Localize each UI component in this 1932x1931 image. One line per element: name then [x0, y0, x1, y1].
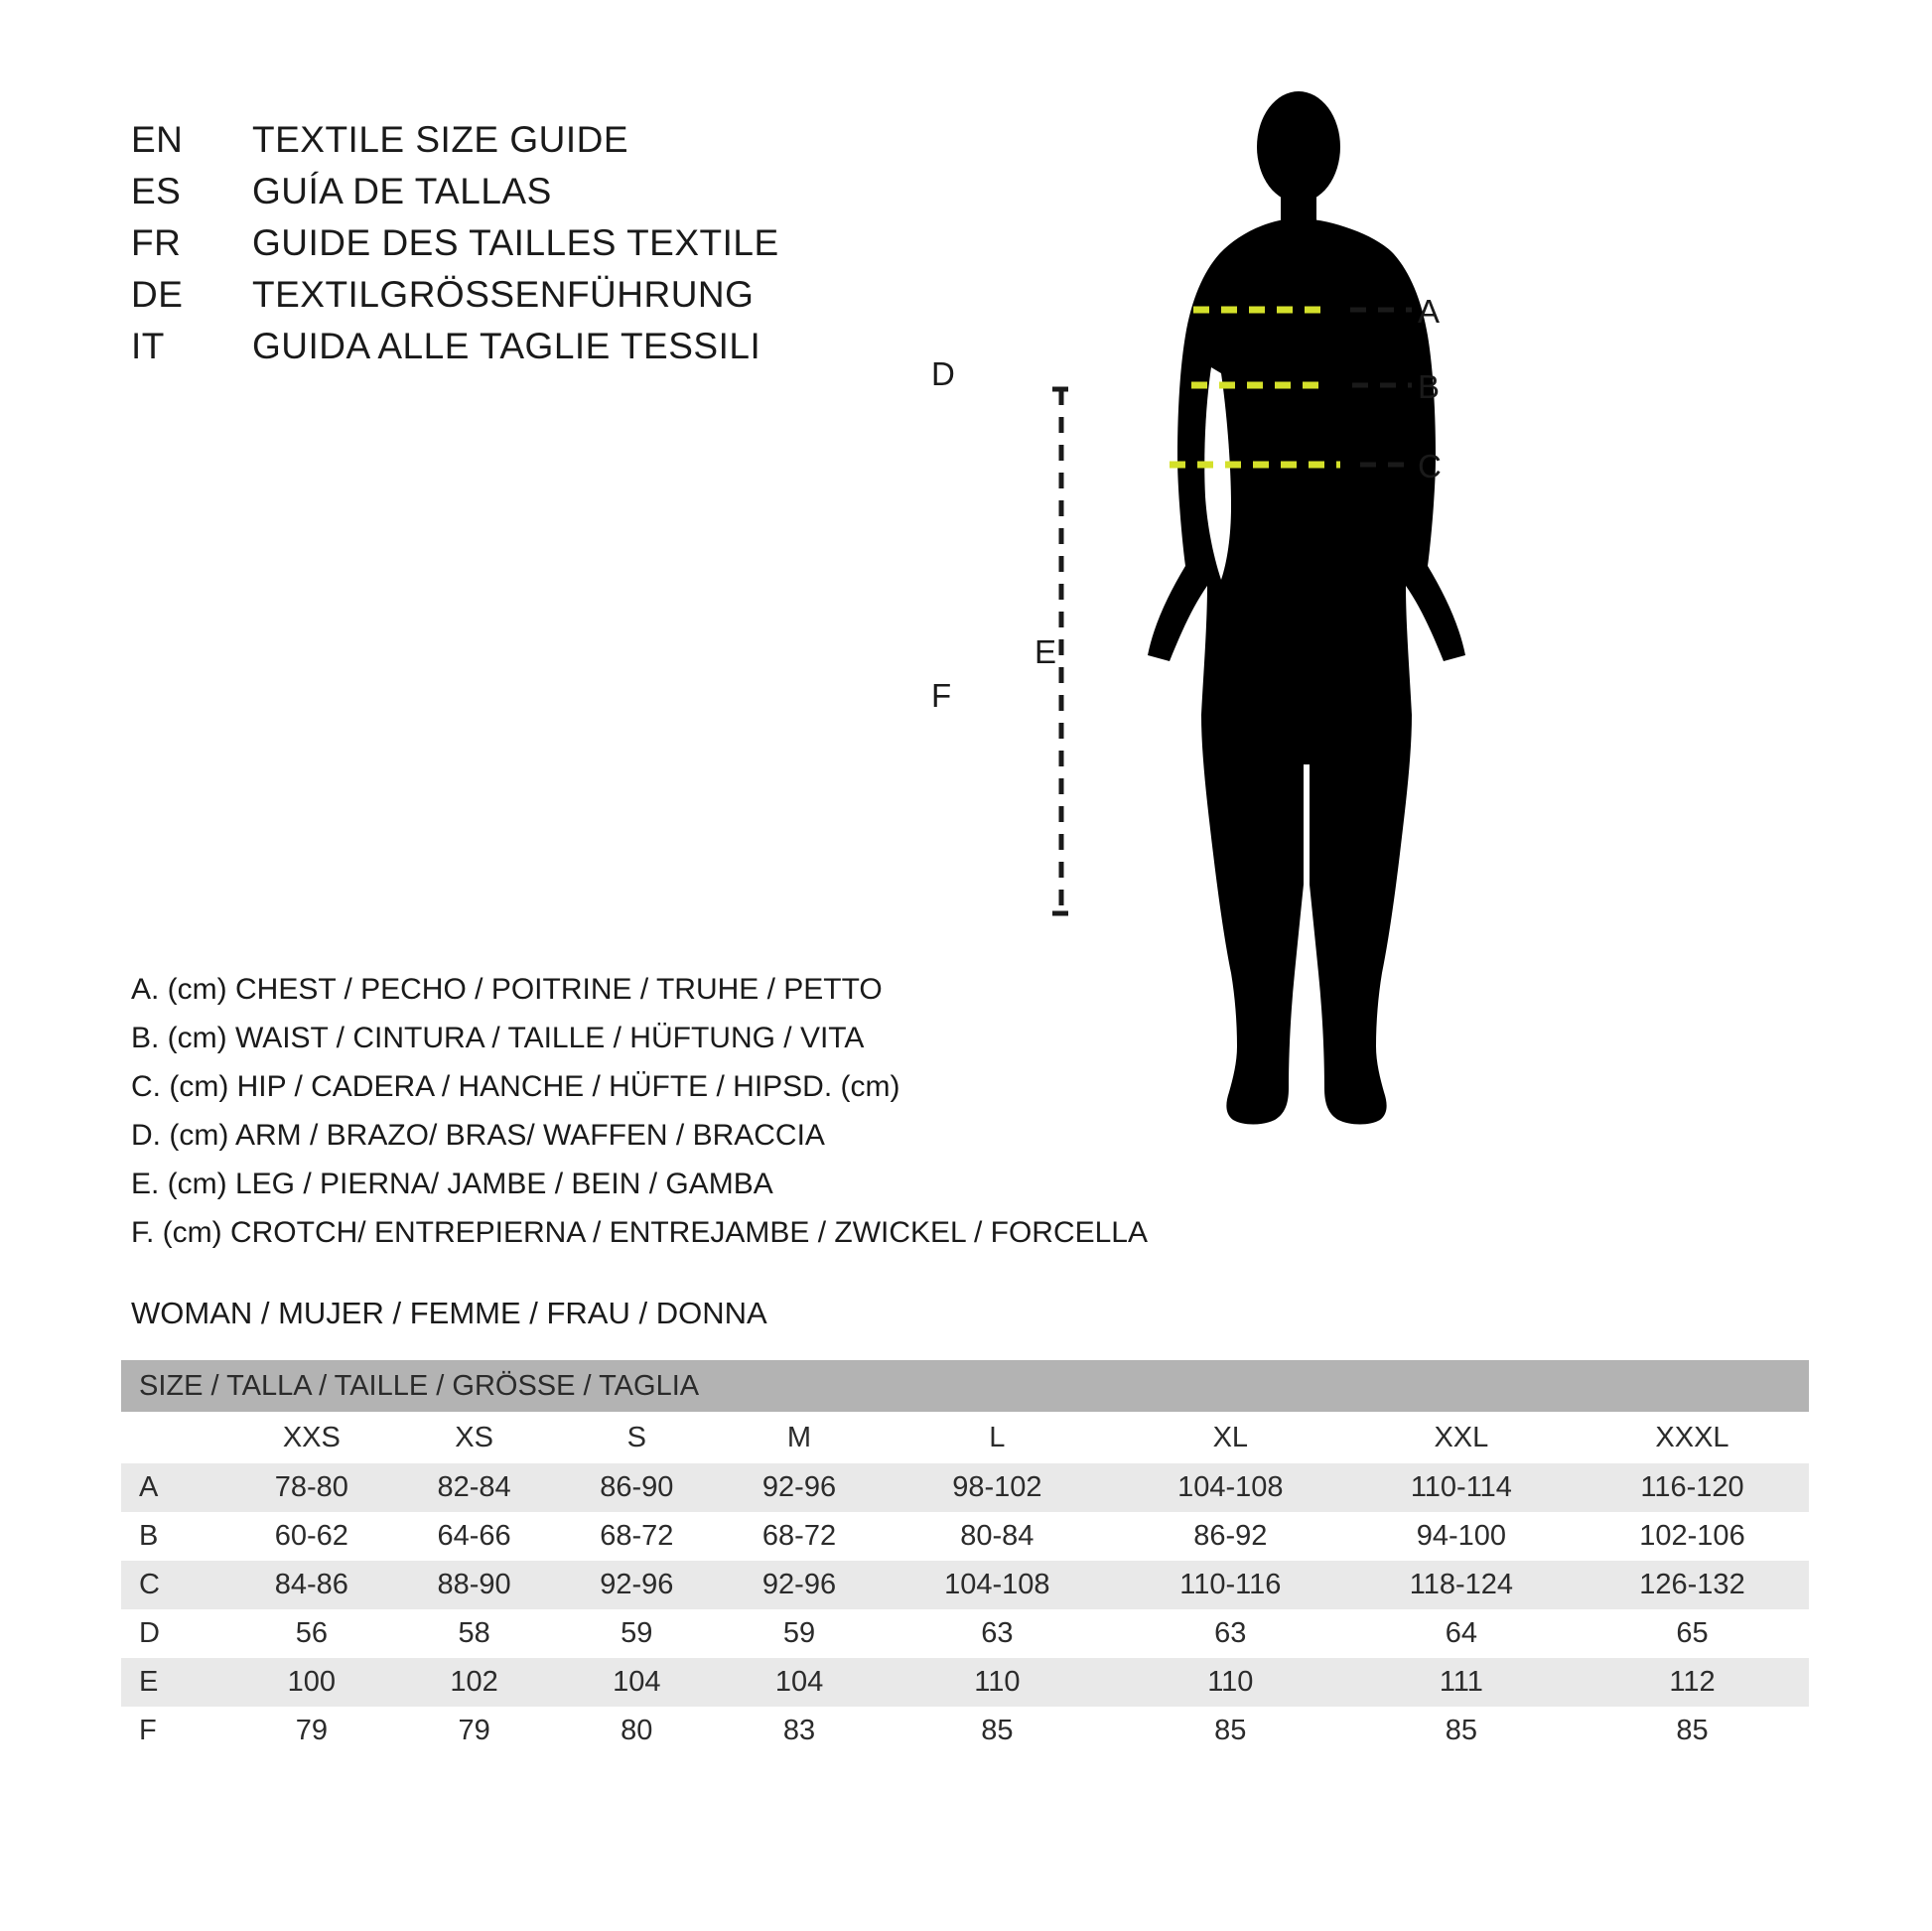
cell-b-s: 68-72 [555, 1512, 718, 1561]
title-text-es: GUÍA DE TALLAS [252, 171, 552, 211]
table-band-label: SIZE / TALLA / TAILLE / GRÖSSE / TAGLIA [121, 1360, 1809, 1412]
cell-a-xl: 104-108 [1114, 1463, 1347, 1512]
cell-d-s: 59 [555, 1609, 718, 1658]
title-block [131, 119, 779, 377]
marker-label-f: F [931, 677, 952, 714]
col-head-xxxl: XXXL [1576, 1412, 1809, 1463]
col-head-blank [121, 1412, 230, 1463]
cell-e-xxl: 111 [1347, 1658, 1576, 1707]
row-label-f: F [121, 1707, 230, 1755]
cell-f-xl: 85 [1114, 1707, 1347, 1755]
col-head-xxs: XXS [230, 1412, 393, 1463]
marker-label-d: D [931, 355, 955, 392]
legend-line-e: E. (cm) LEG / PIERNA/ JAMBE / BEIN / GAMBA [131, 1168, 773, 1200]
table-row [121, 1609, 1809, 1658]
row-label-c: C [121, 1561, 230, 1609]
row-label-e: E [121, 1658, 230, 1707]
cell-e-s: 104 [555, 1658, 718, 1707]
title-row [131, 274, 779, 326]
col-head-m: M [718, 1412, 881, 1463]
row-label-d: D [121, 1609, 230, 1658]
cell-c-xxs: 84-86 [230, 1561, 393, 1609]
row-label-a: A [121, 1463, 230, 1512]
col-head-s: S [555, 1412, 718, 1463]
cell-b-xs: 64-66 [393, 1512, 556, 1561]
cell-e-l: 110 [881, 1658, 1114, 1707]
cell-f-xs: 79 [393, 1707, 556, 1755]
cell-a-xxl: 110-114 [1347, 1463, 1576, 1512]
cell-e-xs: 102 [393, 1658, 556, 1707]
table-row [121, 1707, 1809, 1755]
title-text-de: TEXTILGRÖSSENFÜHRUNG [252, 274, 755, 315]
marker-label-c: C [1418, 448, 1442, 484]
marker-label-a: A [1418, 293, 1441, 330]
table-row [121, 1512, 1809, 1561]
cell-c-xxl: 118-124 [1347, 1561, 1576, 1609]
cell-b-xxl: 94-100 [1347, 1512, 1576, 1561]
cell-b-m: 68-72 [718, 1512, 881, 1561]
row-label-b: B [121, 1512, 230, 1561]
cell-c-xxxl: 126-132 [1576, 1561, 1809, 1609]
cell-b-xxs: 60-62 [230, 1512, 393, 1561]
cell-c-l: 104-108 [881, 1561, 1114, 1609]
cell-a-xxxl: 116-120 [1576, 1463, 1809, 1512]
cell-d-m: 59 [718, 1609, 881, 1658]
title-lang-es: ES [131, 171, 182, 211]
silhouette-diagram-svg [1042, 69, 1866, 1191]
cell-f-s: 80 [555, 1707, 718, 1755]
cell-f-xxxl: 85 [1576, 1707, 1809, 1755]
legend-line-f: F. (cm) CROTCH/ ENTREPIERNA / ENTREJAMBE / ZWICKEL / FORCELLA [131, 1216, 1148, 1249]
cell-c-s: 92-96 [555, 1561, 718, 1609]
legend-line-c: C. (cm) HIP / CADERA / HANCHE / HÜFTE / HIPSD. (cm) [131, 1070, 900, 1103]
table-band-row [121, 1360, 1809, 1412]
title-row [131, 119, 779, 171]
col-head-xl: XL [1114, 1412, 1347, 1463]
title-lang-de: DE [131, 274, 184, 315]
cell-f-xxl: 85 [1347, 1707, 1576, 1755]
marker-label-e: E [1035, 633, 1057, 670]
cell-e-m: 104 [718, 1658, 881, 1707]
title-text-en: TEXTILE SIZE GUIDE [252, 119, 629, 160]
cell-d-xl: 63 [1114, 1609, 1347, 1658]
title-lang-fr: FR [131, 222, 182, 263]
cell-d-xxxl: 65 [1576, 1609, 1809, 1658]
cell-d-xxs: 56 [230, 1609, 393, 1658]
cell-c-xs: 88-90 [393, 1561, 556, 1609]
cell-a-l: 98-102 [881, 1463, 1114, 1512]
marker-label-b: B [1418, 368, 1441, 405]
cell-c-m: 92-96 [718, 1561, 881, 1609]
size-table [121, 1360, 1809, 1755]
table-row [121, 1463, 1809, 1512]
cell-a-m: 92-96 [718, 1463, 881, 1512]
cell-d-xxl: 64 [1347, 1609, 1576, 1658]
cell-b-xl: 86-92 [1114, 1512, 1347, 1561]
cell-f-l: 85 [881, 1707, 1114, 1755]
cell-f-m: 83 [718, 1707, 881, 1755]
title-lang-en: EN [131, 119, 184, 160]
legend-line-b: B. (cm) WAIST / CINTURA / TAILLE / HÜFTUNG / VITA [131, 1022, 865, 1054]
col-head-l: L [881, 1412, 1114, 1463]
cell-a-xxs: 78-80 [230, 1463, 393, 1512]
cell-e-xxxl: 112 [1576, 1658, 1809, 1707]
title-text-fr: GUIDE DES TAILLES TEXTILE [252, 222, 779, 263]
cell-a-xs: 82-84 [393, 1463, 556, 1512]
title-row [131, 326, 779, 377]
title-text-it: GUIDA ALLE TAGLIE TESSILI [252, 326, 761, 366]
title-row [131, 171, 779, 222]
legend-block [131, 965, 1148, 1257]
col-head-xxl: XXL [1347, 1412, 1576, 1463]
cell-f-xxs: 79 [230, 1707, 393, 1755]
legend-line-a: A. (cm) CHEST / PECHO / POITRINE / TRUHE / PETTO [131, 973, 883, 1006]
category-label: WOMAN / MUJER / FEMME / FRAU / DONNA [131, 1296, 767, 1330]
table-header-row [121, 1412, 1809, 1463]
legend-line-d: D. (cm) ARM / BRAZO/ BRAS/ WAFFEN / BRACCIA [131, 1119, 825, 1152]
table-row [121, 1561, 1809, 1609]
cell-e-xxs: 100 [230, 1658, 393, 1707]
cell-a-s: 86-90 [555, 1463, 718, 1512]
col-head-xs: XS [393, 1412, 556, 1463]
measurement-diagram [931, 69, 1866, 1191]
cell-c-xl: 110-116 [1114, 1561, 1347, 1609]
cell-b-xxxl: 102-106 [1576, 1512, 1809, 1561]
title-row [131, 222, 779, 274]
title-lang-it: IT [131, 326, 165, 366]
cell-e-xl: 110 [1114, 1658, 1347, 1707]
cell-d-xs: 58 [393, 1609, 556, 1658]
cell-d-l: 63 [881, 1609, 1114, 1658]
table-row [121, 1658, 1809, 1707]
cell-b-l: 80-84 [881, 1512, 1114, 1561]
